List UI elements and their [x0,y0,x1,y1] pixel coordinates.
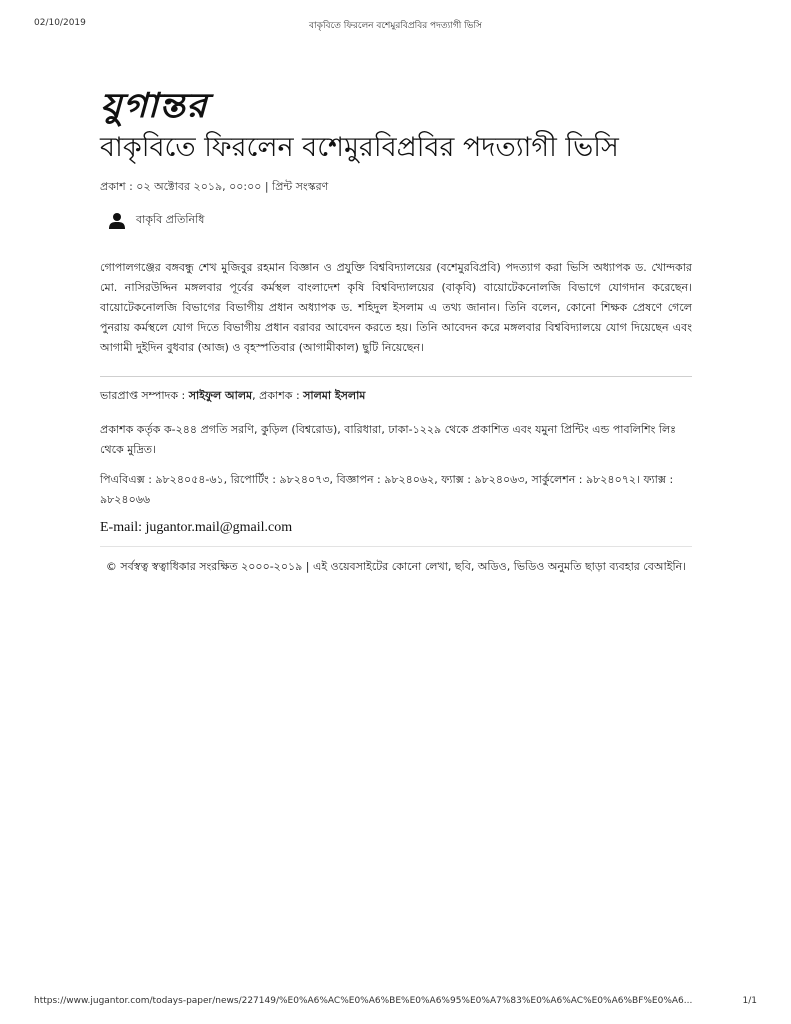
jugantor-logo[interactable] [100,80,692,126]
page-number: 1/1 [742,996,757,1006]
editor-publisher-line [100,387,692,406]
print-url: https://www.jugantor.com/todays-paper/news/227149/%E0%A6%AC%E0%A6%BE%E0%A6%95%E0%A7%83%E0%A6%AC%E0%A6%BF%E0%A6... [34,996,693,1006]
publisher-address: প্রকাশক কর্তৃক ক-২৪৪ প্রগতি সরণি, কুড়িল (বিশ্বরোড), বারিধারা, ঢাকা-১২২৯ থেকে প্রকাশিত এবং যমুনা প্রিন্টিং এন্ড পাবলিশিং লিঃ থেকে মুদ্রিত। [100,423,677,457]
contact-email[interactable]: E-mail: jugantor.mail@gmail.com [100,520,293,536]
article-headline: বাকৃবিতে ফিরলেন বশেমুরবিপ্রবির পদত্যাগী ভিসি [100,132,619,163]
byline-author: বাকৃবি প্রতিনিধি [136,213,205,227]
contact-phones: পিএবিএক্স : ৯৮২৪০৫৪-৬১, রিপোর্টিং : ৯৮২৪০৭৩, বিজ্ঞাপন : ৯৮২৪০৬২, ফ্যাক্স : ৯৮২৪০৬৩, সার্কুলেশন : ৯৮২৪০৭২। ফ্যাক্স : ৯৮২৪০৬৬ [100,473,674,507]
publisher-name: সালমা ইসলাম [303,389,366,403]
divider [100,546,692,547]
copyright-notice: © সর্বস্বত্ব স্বত্বাধিকার সংরক্ষিত ২০০০-২০১৯ | এই ওয়েবসাইটের কোনো লেখা, ছবি, অডিও, ভিডিও অনুমতি ছাড়া ব্যবহার বেআইনি। [105,560,687,574]
print-footer [34,996,757,1010]
print-header [34,18,757,32]
print-page-title: বাকৃবিতে ফিরলেন বশেমুরবিপ্রবির পদত্যাগী ভিসি [309,21,482,31]
editor-label: ভারপ্রাপ্ত সম্পাদক : [100,389,189,403]
published-info: প্রকাশ : ০২ অক্টোবর ২০১৯, ০০:০০ | প্রিন্ট সংস্করণ [100,180,329,194]
user-icon [108,212,126,230]
editor-name: সাইফুল আলম [188,389,253,403]
article-page [100,80,692,577]
byline [108,211,692,230]
publisher-label: , প্রকাশক : [252,389,304,403]
print-date: 02/10/2019 [34,18,86,28]
article-body: গোপালগঞ্জের বঙ্গবন্ধু শেখ মুজিবুর রহমান বিজ্ঞান ও প্রযুক্তি বিশ্ববিদ্যালয়ের (বশেমুরবিপ্রবি) পদত্যাগ করা ভিসি অধ্যাপক ড. খোন্দকার মো. নাসিরউদ্দিন মঙ্গলবার পূর্বের কর্মস্থল বাংলাদেশ কৃষি বিশ্ববিদ্যালয়ের (বাকৃবি) বায়োটেকনোলজি বিভাগে যোগদান করেছেন। বায়োটেকনোলজি বিভাগের বিভাগীয় প্রধান অধ্যাপক ড. শহিদুল ইসলাম এ তথ্য জানান। তিনি বলেন, কোনো শিক্ষক প্রেষণে গেলে পুনরায় কর্মস্থলে যোগ দিতে বিভাগীয় প্রধান বরাবর আবেদন করতে হয়। তিনি আবেদন করে মঙ্গলবার বিশ্ববিদ্যালয়ে যোগ দিয়েছেন এবং আগামী দুইদিন বুধবার (আজ) ও বৃহস্পতিবার (আগামীকাল) ছুটি নিয়েছেন। [100,261,692,355]
logo-text: যুগান্তর [100,86,208,126]
divider [100,376,692,377]
